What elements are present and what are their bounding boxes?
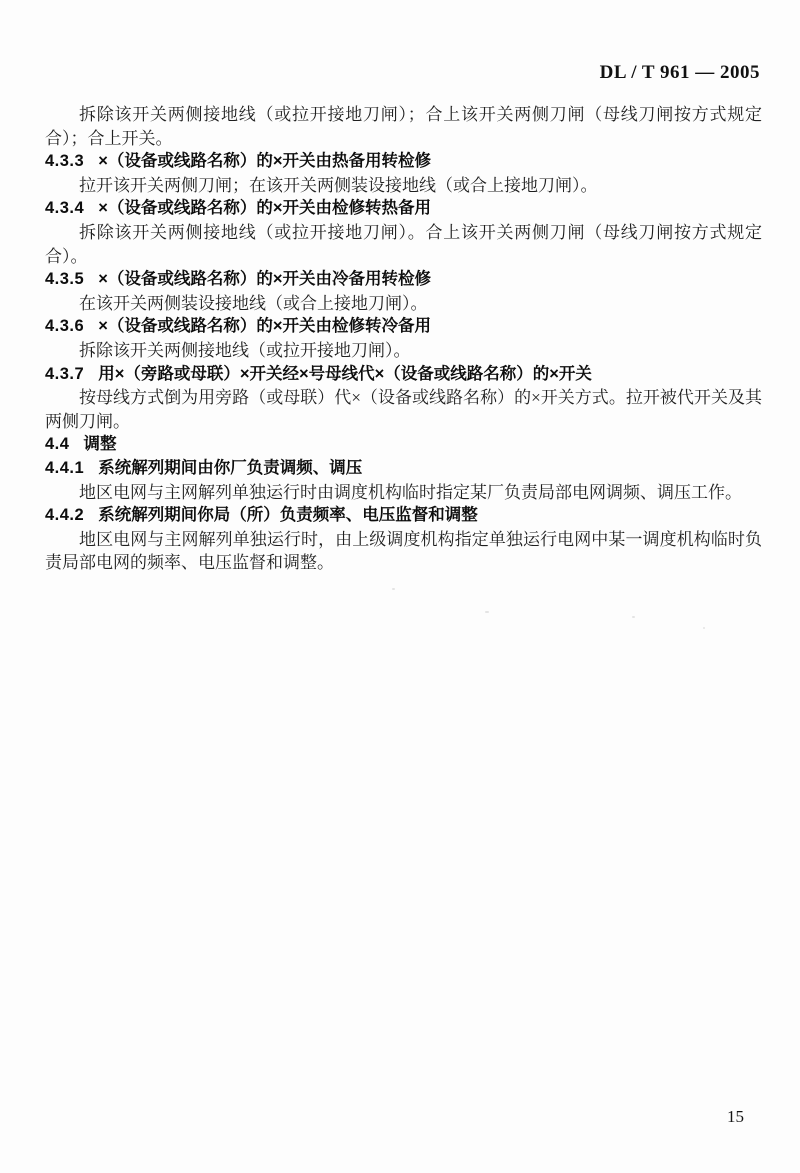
section-heading-4-3-6 (45, 315, 762, 339)
paragraph: 按母线方式倒为用旁路（或母联）代×（设备或线路名称）的×开关方式。拉开被代开关及其两侧刀闸。 (45, 388, 762, 431)
scan-speck (703, 627, 705, 629)
paragraph: 地区电网与主网解列单独运行时由调度机构临时指定某厂负责局部电网调频、调压工作。 (79, 482, 742, 502)
section-number: 4.3.6 (45, 317, 85, 336)
paragraph: 拉开该开关两侧刀闸；在该开关两侧装设接地线（或合上接地刀闸）。 (79, 175, 598, 195)
section-heading-4-3-7 (45, 363, 762, 387)
page-number: 15 (727, 1107, 744, 1126)
section-title: 用×（旁路或母联）×开关经×号母线代×（设备或线路名称）的×开关 (98, 364, 592, 383)
paragraph: 地区电网与主网解列单独运行时，由上级调度机构指定单独运行电网中某一调度机构临时负责局部电网的频率、电压监督和调整。 (45, 529, 762, 573)
section-number: 4.4.1 (45, 458, 85, 477)
section-number: 4.3.3 (45, 152, 85, 171)
paragraph: 拆除该开关两侧接地线（或拉开接地刀闸）。合上该开关两侧刀闸（母线刀闸按方式规定合）。 (45, 222, 762, 266)
section-title: ×（设备或线路名称）的×开关由热备用转检修 (98, 152, 431, 171)
scan-speck (632, 616, 635, 618)
section-title: ×（设备或线路名称）的×开关由检修转冷备用 (98, 317, 431, 336)
section-title: 系统解列期间由你厂负责调频、调压 (98, 458, 363, 477)
section-number: 4.3.5 (45, 270, 85, 289)
section-title: 调整 (83, 435, 117, 454)
section-number: 4.4 (45, 435, 70, 454)
document-code-header: DL / T 961 — 2005 (599, 62, 760, 83)
paragraph: 拆除该开关两侧接地线（或拉开接地刀闸）；合上该开关两侧刀闸（母线刀闸按方式规定合）；合上开关。 (45, 105, 762, 148)
section-number: 4.3.4 (45, 199, 85, 218)
section-heading-4-3-5 (45, 268, 762, 292)
paragraph: 拆除该开关两侧接地线（或拉开接地刀闸）。 (79, 340, 411, 360)
section-title: 系统解列期间你局（所）负责频率、电压监督和调整 (98, 506, 478, 525)
document-body (45, 103, 762, 575)
paragraph: 在该开关两侧装设接地线（或合上接地刀闸）。 (79, 293, 428, 313)
section-heading-4-4-1 (45, 457, 762, 481)
section-heading-4-3-3 (45, 150, 762, 174)
section-heading-4-3-4 (45, 197, 762, 221)
section-heading-4-4 (45, 433, 762, 457)
section-number: 4.4.2 (45, 506, 85, 525)
section-number: 4.3.7 (45, 364, 85, 383)
section-title: ×（设备或线路名称）的×开关由冷备用转检修 (98, 270, 431, 289)
section-heading-4-4-2 (45, 504, 762, 528)
scan-speck (392, 588, 395, 590)
section-title: ×（设备或线路名称）的×开关由检修转热备用 (98, 199, 431, 218)
scan-speck (485, 611, 489, 613)
